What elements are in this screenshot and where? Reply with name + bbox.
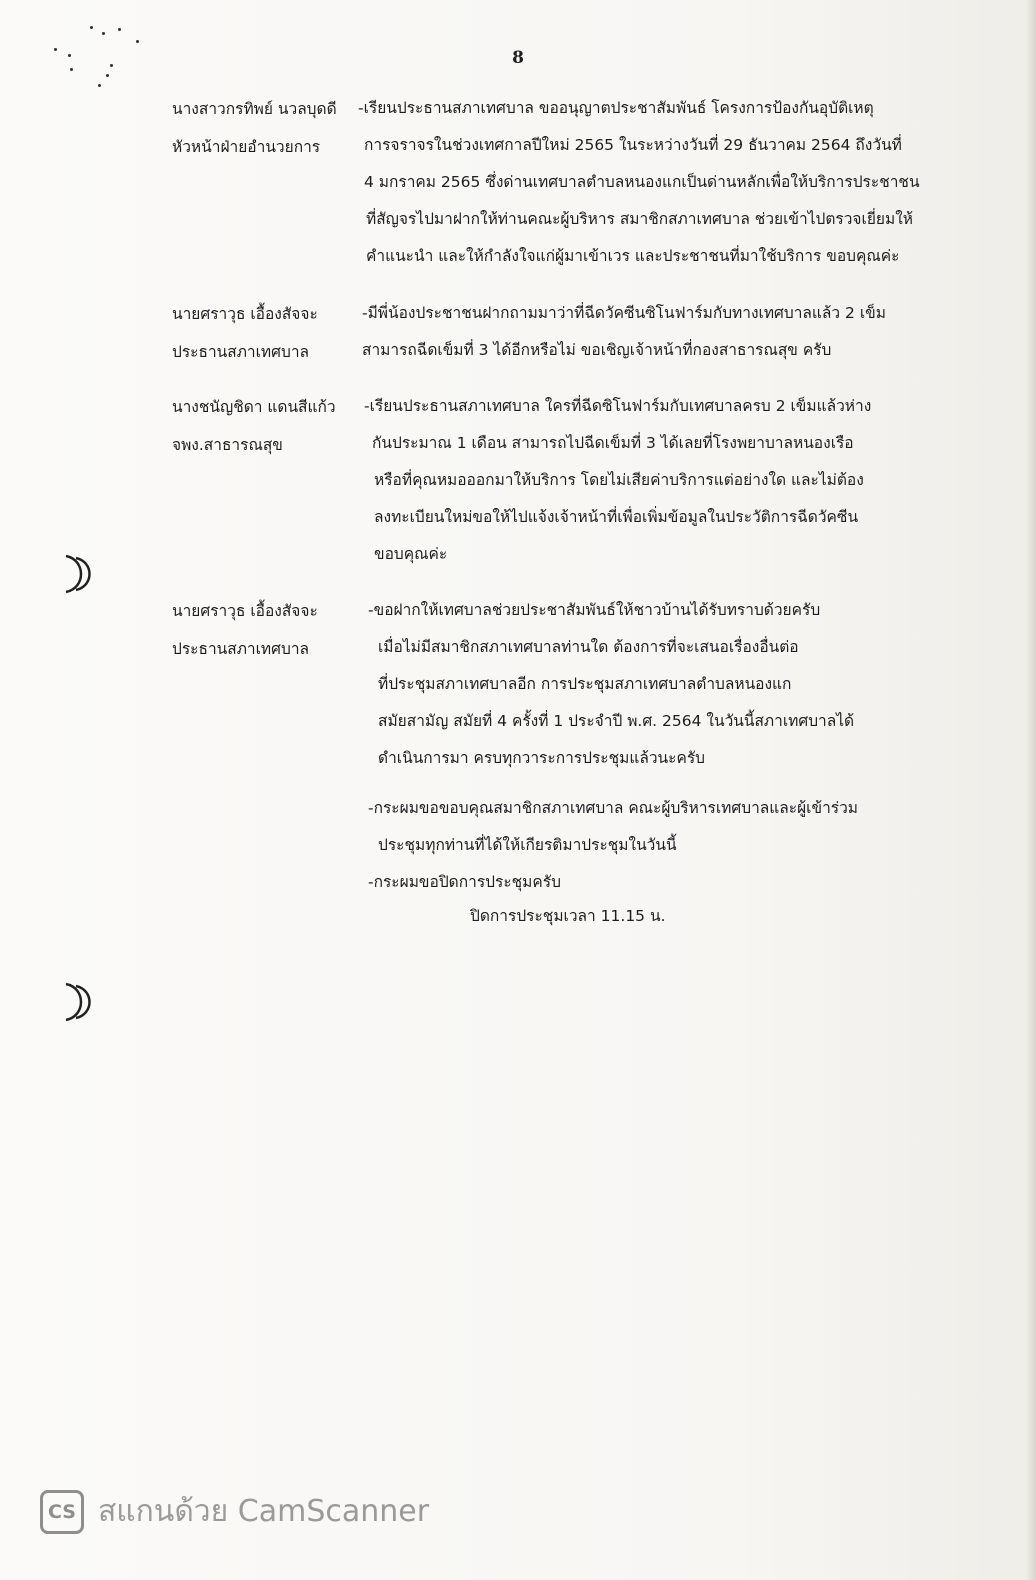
- speech-line: สามารถฉีดเข็มที่ 3 ได้อีกหรือไม่ ขอเชิญเจ้าหน้าที่กองสาธารณสุข ครับ: [362, 341, 832, 359]
- speech-line: -กระผมขอปิดการประชุมครับ: [368, 873, 561, 891]
- speech-line: -เรียนประธานสภาเทศบาล ใครที่ฉีดซิโนฟาร์มกับเทศบาลครบ 2 เข็มแล้วห่าง: [364, 397, 872, 415]
- camscanner-logo-icon: CS: [40, 1490, 84, 1534]
- speaker-title: หัวหน้าฝ่ายอำนวยการ: [172, 138, 321, 156]
- speech-block: [358, 90, 958, 275]
- punch-hole-mark: [58, 552, 98, 596]
- speech-line: สมัยสามัญ สมัยที่ 4 ครั้งที่ 1 ประจำปี พ.ศ. 2564 ในวันนี้สภาเทศบาลได้: [378, 712, 855, 730]
- speaker-title: จพง.สาธารณสุข: [172, 436, 283, 454]
- speech-block-extra: [368, 790, 968, 901]
- speech-block: [364, 388, 964, 573]
- speech-line: ดำเนินการมา ครบทุกวาระการประชุมแล้วนะครับ: [378, 749, 705, 767]
- speaker-name: นายศราวุธ เอื้องสัจจะ: [172, 602, 318, 620]
- speech-line: -มีพี่น้องประชาชนฝากถามมาว่าที่ฉีดวัคซีนซิโนฟาร์มกับทางเทศบาลแล้ว 2 เข็ม: [362, 304, 886, 322]
- speech-line: -ขอฝากให้เทศบาลช่วยประชาสัมพันธ์ให้ชาวบ้านได้รับทราบด้วยครับ: [368, 601, 821, 619]
- speech-block: [362, 295, 962, 369]
- speech-line: ที่สัญจรไปมาฝากให้ท่านคณะผู้บริหาร สมาชิกสภาเทศบาล ช่วยเข้าไปตรวจเยี่ยมให้: [366, 210, 913, 228]
- speech-block: [368, 592, 968, 777]
- speech-line: หรือที่คุณหมอออกมาให้บริการ โดยไม่เสียค่าบริการแต่อย่างใด และไม่ต้อง: [374, 471, 864, 489]
- speech-line: การจราจรในช่วงเทศกาลปีใหม่ 2565 ในระหว่างวันที่ 29 ธันวาคม 2564 ถึงวันที่: [364, 136, 902, 154]
- camscanner-watermark: [40, 1488, 429, 1535]
- speaker-name: นายศราวุธ เอื้องสัจจะ: [172, 305, 318, 323]
- speech-line: ประชุมทุกท่านที่ได้ให้เกียรติมาประชุมในวันนี้: [378, 836, 677, 854]
- speaker-name: นางสาวกรทิพย์ นวลบุดดี: [172, 100, 337, 118]
- speaker-block: [172, 388, 352, 464]
- speech-line: เมื่อไม่มีสมาชิกสภาเทศบาลท่านใด ต้องการที่จะเสนอเรื่องอื่นต่อ: [378, 638, 799, 656]
- speech-line: คำแนะนำ และให้กำลังใจแก่ผู้มาเข้าเวร และประชาชนที่มาใช้บริการ ขอบคุณค่ะ: [366, 247, 900, 265]
- speaker-block: [172, 295, 352, 371]
- camscanner-text: สแกนด้วย CamScanner: [98, 1494, 430, 1529]
- speech-line: -กระผมขอขอบคุณสมาชิกสภาเทศบาล คณะผู้บริหารเทศบาลและผู้เข้าร่วม: [368, 799, 859, 817]
- closing-time: ปิดการประชุมเวลา 11.15 น.: [470, 907, 666, 925]
- speech-line: -เรียนประธานสภาเทศบาล ขออนุญาตประชาสัมพันธ์ โครงการป้องกันอุบัติเหตุ: [358, 99, 874, 117]
- speech-line: ขอบคุณค่ะ: [374, 545, 448, 563]
- speaker-name: นางชนัญชิดา แดนสีแก้ว: [172, 398, 336, 416]
- speech-line: กันประมาณ 1 เดือน สามารถไปฉีดเข็มที่ 3 ได้เลยที่โรงพยาบาลหนองเรือ: [372, 434, 854, 452]
- speech-line: ลงทะเบียนใหม่ขอให้ไปแจ้งเจ้าหน้าที่เพื่อเพิ่มข้อมูลในประวัติการฉีดวัคซีน: [374, 508, 859, 526]
- speech-line: ที่ประชุมสภาเทศบาลอีก การประชุมสภาเทศบาลตำบลหนองแก: [378, 675, 792, 693]
- speaker-title: ประธานสภาเทศบาล: [172, 640, 310, 658]
- speaker-block: [172, 592, 352, 668]
- speaker-block: [172, 90, 352, 166]
- page-edge-shadow: [1026, 0, 1036, 1580]
- punch-hole-mark: [58, 980, 98, 1024]
- speech-line: 4 มกราคม 2565 ซึ่งด่านเทศบาลตำบลหนองแกเป็นด่านหลักเพื่อให้บริการประชาชน: [364, 173, 920, 191]
- speaker-title: ประธานสภาเทศบาล: [172, 343, 310, 361]
- page-number: 8: [512, 48, 524, 68]
